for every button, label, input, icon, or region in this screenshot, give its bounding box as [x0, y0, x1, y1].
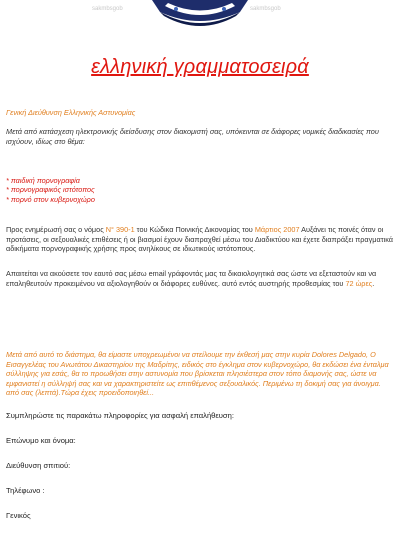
law-number: N° 390-1 [105, 225, 135, 234]
field-label-general: Γενικός [6, 511, 31, 520]
watermark-text: sakmbsgob [250, 6, 281, 12]
field-label-name: Επώνυμο και όνομα: [6, 436, 76, 445]
law-text: του Κώδικα Ποινικής Δικονομίας του [134, 225, 255, 234]
list-item: * πορνογραφικός ιστότοπος [6, 185, 95, 195]
law-text: Προς ενημέρωσή σας ο νόμος [6, 225, 106, 234]
offense-list [6, 176, 394, 204]
police-crest-icon [0, 0, 400, 40]
list-item: * πορνό στον κυβερνοχώρο [6, 194, 95, 204]
law-date: Μάρτιος 2007 [254, 225, 300, 234]
form-heading: Συμπληρώστε τις παρακάτω πληροφορίες για ασφαλή επαλήθευση: [6, 411, 234, 420]
header-crest [0, 0, 400, 40]
page-title: ελληνική γραμματοσειρά [91, 56, 309, 78]
field-label-address: Διεύθυνση σπιτιού: [6, 461, 71, 470]
field-label-phone: Τηλέφωνο : [6, 486, 45, 495]
deadline-value: 72 ώρες [345, 278, 373, 288]
intro-paragraph: Μετά από κατάσχεση ηλεκτρονικής διείσδυσης στον διακομιστή σας, υπόκεινται σε διάφορες νομικές διαδικασίες που ισχύουν, ιδίως στο θέμα: [6, 127, 379, 146]
notice-text: Απαιτείται να ακούσετε τον εαυτό σας μέσω email γράφοντάς μας τα δικαιολογητικά σας ώστε να εξεταστούν και να επαληθευτούν προκειμένου να αξιολογηθούν οι διάφορες ευθύνες. αυτό εντός αυστηρής προθεσμίας του [6, 269, 377, 288]
law-paragraph [6, 225, 394, 254]
list-item: * παιδική πορνογραφία [6, 176, 80, 185]
notice-paragraph [6, 269, 394, 288]
authority-name: Γενική Διεύθυνση Ελληνικής Αστυνομίας [6, 108, 136, 117]
watermark-text: sakmbsgob [92, 6, 123, 12]
warning-paragraph: Μετά από αυτό το διάστημα, θα είμαστε υποχρεωμένοι να στείλουμε την έκθεσή μας στην κυρία Dolores Delgado, Ο Εισαγγελέας του Ανωτάτου Δικαστηρίου της Μαδρίτης, ειδικός στο έγκλημα στον κυβερνοχώρο, θα εκδώσει ένα ένταλμα σύλληψης για εσάς, θα το προωθήσει στην αστυνομία που βρίσκεται πλησιέστερα στον τόπο διαμονής σας, ώστε να εμφανιστεί η σύλληψή σας και να χαρακτηριστείτε ως επιτιθέμενος σεξουαλικός. Περιμένω τη δοκιμή σας για άνοιγμα. από σας (λεπτά).Τώρα έχεις προειδοποιηθεί... [6, 350, 389, 398]
law-text: Αυξάνει τις ποινές όταν οι προτάσεις, οι σεξουαλικές επιθέσεις ή οι βιασμοί έχουν διαπραχθεί μέσω του Διαδικτύου και έχετε διαπράξει πραγματικά αδικήματα πορνογραφικής χρήσης προς ανηλίκους σε ιδιωτικούς ιστότοπους. [6, 225, 393, 254]
notice-text: . [372, 278, 375, 288]
